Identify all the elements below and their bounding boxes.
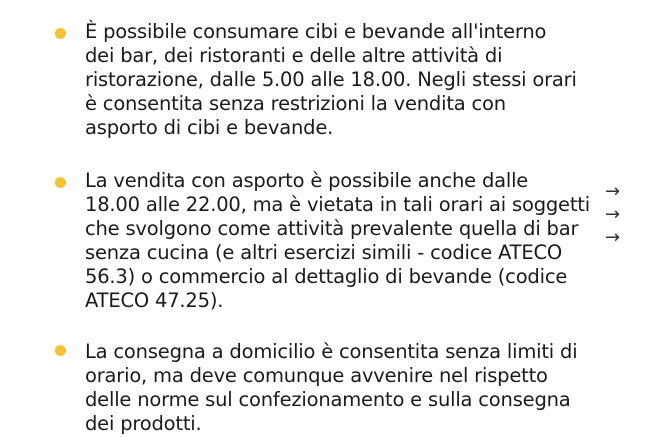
bullet-dot-icon [55, 177, 66, 188]
bullet-text: È possibile consumare cibi e bevande all'interno dei bar, dei ristoranti e delle altre attività di ristorazione, dalle 5.00 alle 18.00. Negli stessi orari è consentita senza restrizioni la vendita con asporto di cibi e bevande. [85, 20, 577, 139]
bullet-dot-icon [55, 345, 66, 356]
bullet-text: La vendita con asporto è possibile anche dalle 18.00 alle 22.00, ma è vietata in tali orari ai soggetti che svolgono come attività prevalente quella di bar senza cucina (e altri esercizi simili - codice ATECO 56.3) o commercio al dettaglio di bevande (codice ATECO 47.25). [85, 169, 590, 312]
bullet-dot-icon [55, 28, 66, 39]
arrow-right-icon: → [605, 181, 621, 202]
arrow-group [605, 180, 635, 249]
arrow-right-icon: → [605, 227, 621, 248]
bullet-text: La consegna a domicilio è consentita senza limiti di orario, ma deve comunque avvenire nel rispetto delle norme sul confezionamento e sulla consegna dei prodotti. [85, 340, 578, 435]
arrow-right-icon: → [605, 204, 621, 225]
